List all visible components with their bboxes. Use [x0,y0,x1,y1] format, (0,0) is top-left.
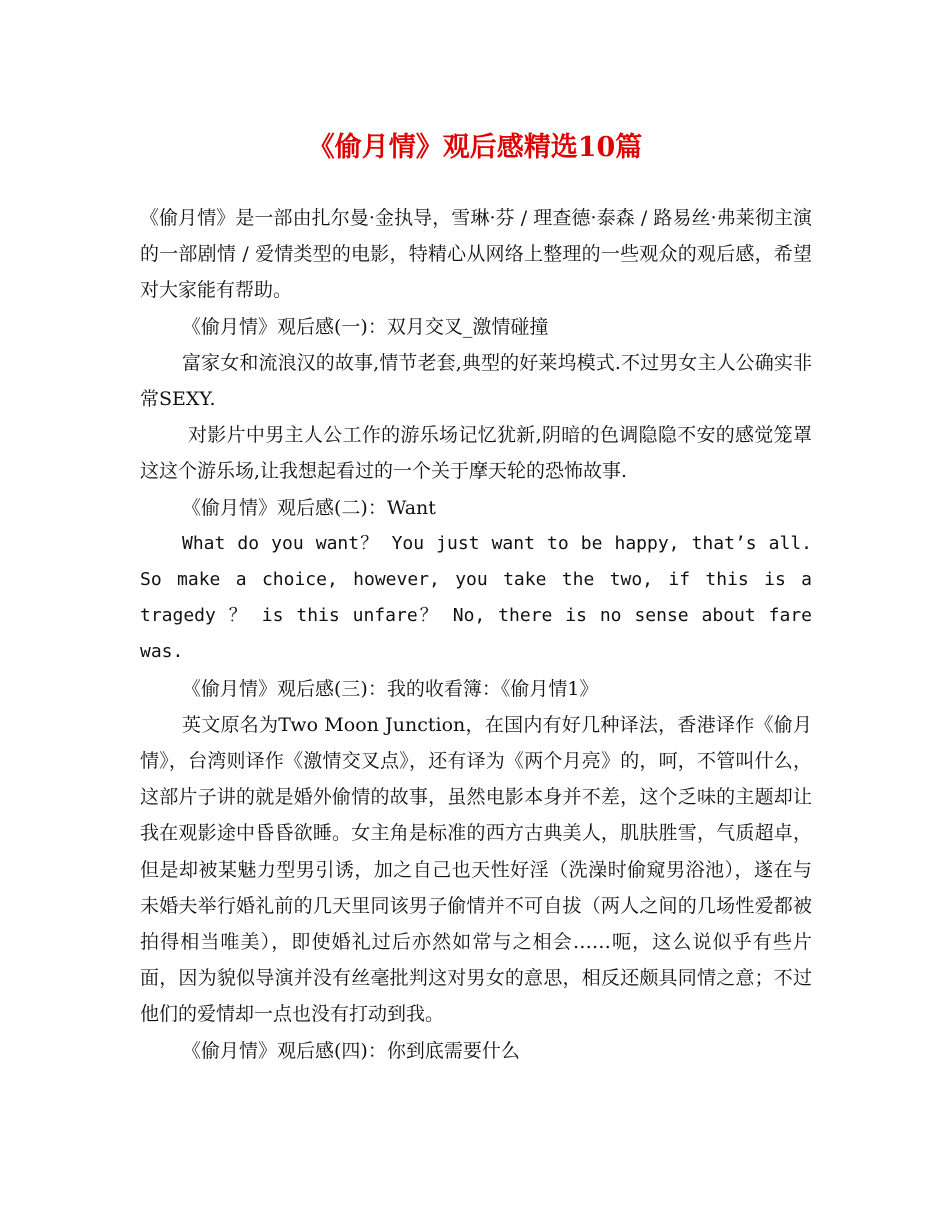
section-heading-4: 《偷月情》观后感(四)：你到底需要什么 [182,1039,520,1062]
document-body [140,200,812,1069]
section-heading-3: 《偷月情》观后感(三)：我的收看簿：《偷月情1》 [182,677,599,700]
body-paragraph: 富家女和流浪汉的故事,情节老套,典型的好莱坞模式.不过男女主人公确实非常SEXY. [140,351,812,411]
body-paragraph: 对影片中男主人公工作的游乐场记忆犹新,阴暗的色调隐隐不安的感觉笼罩这这个游乐场,让我想起看过的一个关于摩天轮的恐怖故事. [140,424,812,483]
english-paragraph: What do you want？ You just want to be happy, that’s all. So make a choice, however, you take the two, if this is a tragedy ？ is this unfare？ No, there is no sense about fare was. [140,532,812,663]
document-title: 《偷月情》观后感精选10篇 [307,132,643,163]
section-heading-2: 《偷月情》观后感(二)：Want [182,496,436,519]
body-paragraph: 英文原名为Two Moon Junction，在国内有好几种译法，香港译作《偷月情》，台湾则译作《激情交叉点》，还有译为《两个月亮》的，呵，不管叫什么，这部片子讲的就是婚外偷情的故事，虽然电影本身并不差，这个乏味的主题却让我在观影途中昏昏欲睡。女主角是标准的西方古典美人，肌肤胜雪，气质超卓，但是却被某魅力型男引诱，加之自己也天性好淫（洗澡时偷窥男浴池），遂在与未婚夫举行婚礼前的几天里同该男子偷情并不可自拔（两人之间的几场性爱都被拍得相当唯美），即使婚礼过后亦然如常与之相会……呃，这么说似乎有些片面，因为貌似导演并没有丝毫批判这对男女的意思，相反还颇具同情之意；不过他们的爱情却一点也没有打动到我。 [140,713,812,1026]
intro-paragraph: 《偷月情》是一部由扎尔曼·金执导，雪琳·芬 / 理查德·泰森 / 路易丝·弗莱彻主演的一部剧情 / 爱情类型的电影，特精心从网络上整理的一些观众的观后感，希望对大家能有帮助。 [140,207,812,302]
section-heading-1: 《偷月情》观后感(一)：双月交叉_激情碰撞 [182,315,549,338]
